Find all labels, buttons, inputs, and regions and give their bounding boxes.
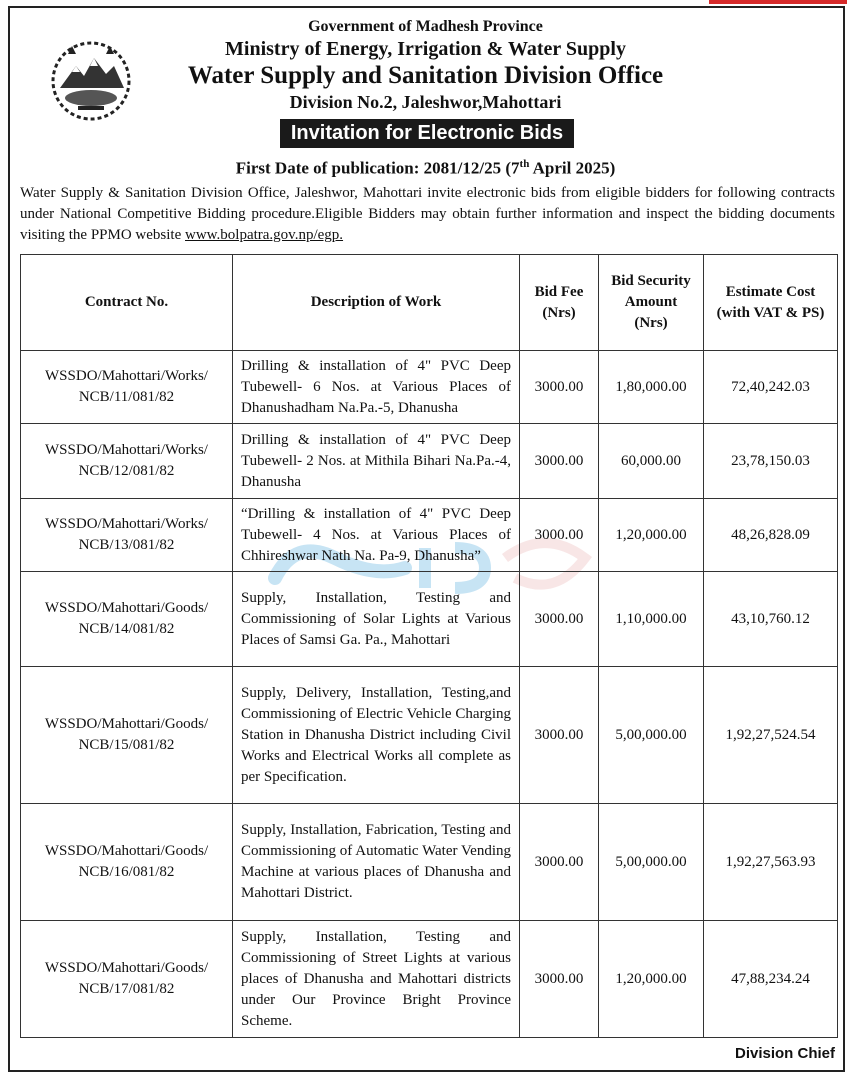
- bid-fee: 3000.00: [520, 351, 599, 424]
- contract-number: WSSDO/Mahottari/Works/ NCB/11/081/82: [21, 351, 233, 424]
- estimate-cost: 1,92,27,563.93: [704, 804, 838, 921]
- contract-number: WSSDO/Mahottari/Goods/ NCB/14/081/82: [21, 572, 233, 667]
- estimate-cost: 47,88,234.24: [704, 921, 838, 1038]
- table-row: [21, 921, 838, 1038]
- work-description: Drilling & installation of 4" PVC Deep Tubewell- 6 Nos. at Various Places of Dhanushadham Na.Pa.-5, Dhanusha: [233, 351, 520, 424]
- table-row: [21, 499, 838, 572]
- bid-security: 5,00,000.00: [599, 667, 704, 804]
- estimate-cost: 48,26,828.09: [704, 499, 838, 572]
- office-title: Water Supply and Sanitation Division Office: [187, 62, 664, 89]
- estimate-cost: 1,92,27,524.54: [704, 667, 838, 804]
- bid-fee: 3000.00: [520, 804, 599, 921]
- header-description: Description of Work: [233, 255, 520, 351]
- estimate-cost: 72,40,242.03: [704, 351, 838, 424]
- bid-security: 60,000.00: [599, 424, 704, 499]
- contract-number: WSSDO/Mahottari/Goods/ NCB/16/081/82: [21, 804, 233, 921]
- table-row: [21, 424, 838, 499]
- contract-number: WSSDO/Mahottari/Goods/ NCB/17/081/82: [21, 921, 233, 1038]
- table-row: [21, 572, 838, 667]
- header-estimate-cost: Estimate Cost (with VAT & PS): [704, 255, 838, 351]
- table-row: [21, 804, 838, 921]
- top-accent-bar: [709, 0, 847, 4]
- work-description: Drilling & installation of 4" PVC Deep Tubewell- 2 Nos. at Mithila Bihari Na.Pa.-4, Dhanusha: [233, 424, 520, 499]
- table-row: [21, 667, 838, 804]
- bids-table: [20, 254, 838, 1038]
- work-description: Supply, Installation, Fabrication, Testing and Commissioning of Automatic Water Vending Machine at various places of Dhanusha and Mahottari District.: [233, 804, 520, 921]
- table-header-row: [21, 255, 838, 351]
- work-description: Supply, Installation, Testing and Commissioning of Street Lights at various places of Dhanusha and Mahottari districts under Our Province Bright Province Scheme.: [233, 921, 520, 1038]
- publication-date: First Date of publication: 2081/12/25 (7th April 2025): [235, 158, 616, 178]
- ministry-title: Ministry of Energy, Irrigation & Water Supply: [225, 38, 626, 60]
- contract-number: WSSDO/Mahottari/Works/ NCB/12/081/82: [21, 424, 233, 499]
- province-title: Government of Madhesh Province: [308, 18, 543, 35]
- estimate-cost: 43,10,760.12: [704, 572, 838, 667]
- division-title: Division No.2, Jaleshwor,Mahottari: [289, 92, 562, 112]
- work-description: Supply, Delivery, Installation, Testing,and Commissioning of Electric Vehicle Charging Station in Dhanusha District including Civil Works and Electrical Works all complete as per Specification.: [233, 667, 520, 804]
- work-description: Supply, Installation, Testing and Commissioning of Solar Lights at Various Places of Samsi Ga. Pa., Mahottari: [233, 572, 520, 667]
- intro-paragraph: Water Supply & Sanitation Division Office, Jaleshwor, Mahottari invite electronic bids from eligible bidders for following contracts under National Competitive Bidding procedure.Eligible Bidders may obtain further information and inspect the bidding documents visiting the PPMO website www.bolpatra.gov.np/egp.: [20, 185, 835, 243]
- bid-security: 1,80,000.00: [599, 351, 704, 424]
- ppmo-website-link[interactable]: www.bolpatra.gov.np/egp.: [185, 227, 344, 243]
- work-description: “Drilling & installation of 4" PVC Deep Tubewell- 4 Nos. at Various Places of Chhireshwar Nath Na. Pa-9, Dhanusha”: [233, 499, 520, 572]
- notice-banner: Invitation for Electronic Bids: [280, 119, 574, 148]
- bid-security: 1,10,000.00: [599, 572, 704, 667]
- signature-division-chief: Division Chief: [734, 1045, 835, 1062]
- bid-fee: 3000.00: [520, 499, 599, 572]
- bid-fee: 3000.00: [520, 424, 599, 499]
- header-bid-security: Bid Security Amount (Nrs): [599, 255, 704, 351]
- bid-fee: 3000.00: [520, 572, 599, 667]
- bid-security: 5,00,000.00: [599, 804, 704, 921]
- bid-fee: 3000.00: [520, 667, 599, 804]
- header-contract-no: Contract No.: [21, 255, 233, 351]
- contract-number: WSSDO/Mahottari/Goods/ NCB/15/081/82: [21, 667, 233, 804]
- estimate-cost: 23,78,150.03: [704, 424, 838, 499]
- contract-number: WSSDO/Mahottari/Works/ NCB/13/081/82: [21, 499, 233, 572]
- bid-security: 1,20,000.00: [599, 499, 704, 572]
- header-bid-fee: Bid Fee (Nrs): [520, 255, 599, 351]
- bid-security: 1,20,000.00: [599, 921, 704, 1038]
- table-row: [21, 351, 838, 424]
- bid-fee: 3000.00: [520, 921, 599, 1038]
